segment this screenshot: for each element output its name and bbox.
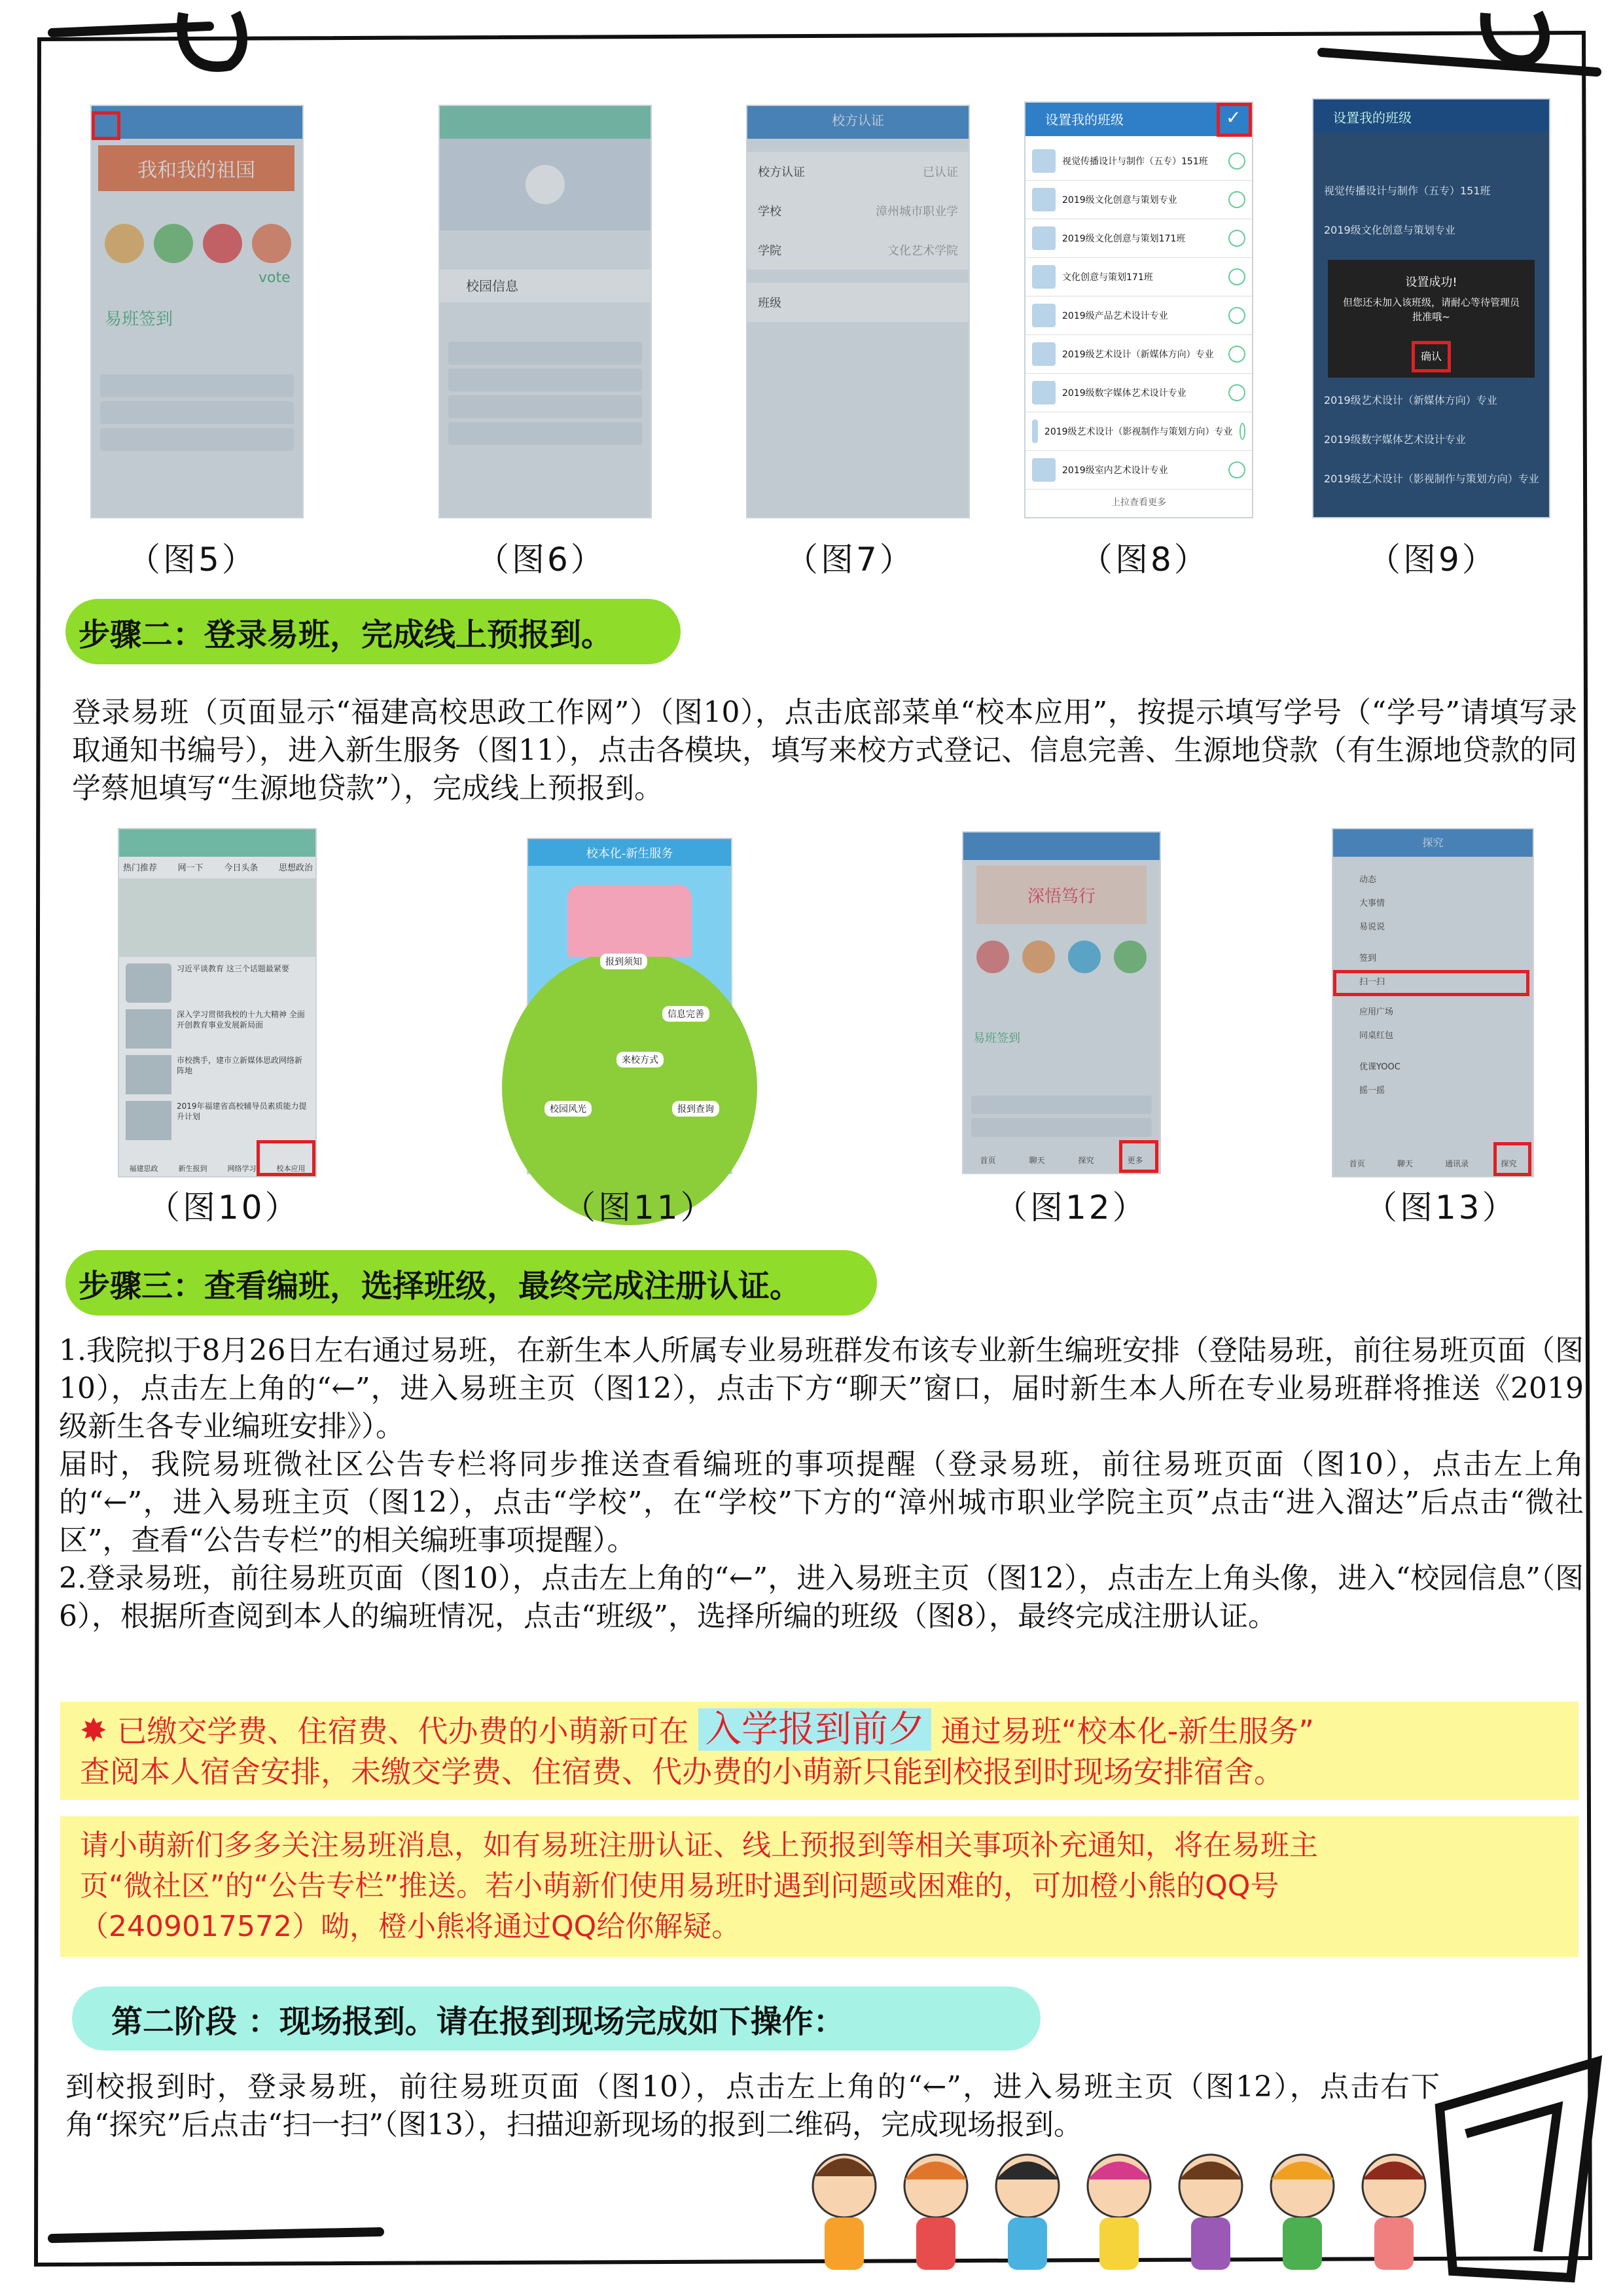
- stage-2-title: 第二阶段 ：现场报到。请在报到现场完成如下操作：: [72, 1986, 1041, 2051]
- load-more[interactable]: 上拉查看更多: [1111, 497, 1166, 508]
- check-icon[interactable]: ✓: [1226, 107, 1241, 128]
- nav-item[interactable]: 首页: [980, 1155, 996, 1165]
- menu-item[interactable]: 易说说: [1359, 922, 1385, 932]
- step-2-title: 步骤二：登录易班，完成线上预报到。: [65, 599, 681, 664]
- news-item[interactable]: 深入学习贯彻我校的十九大精神 全面开创教育事业发展新局面: [126, 1009, 309, 1055]
- star-icon: ✸: [80, 1712, 107, 1749]
- kid-figure: [1271, 2155, 1334, 2270]
- page-title: 探究: [1422, 836, 1444, 849]
- row-class[interactable]: 班级: [747, 283, 969, 322]
- figure-11-screenshot: [527, 838, 732, 1174]
- page-title: 设置我的班级: [1045, 112, 1124, 128]
- kid-figure: [904, 2155, 967, 2270]
- menu-item[interactable]: 大事情: [1359, 899, 1385, 908]
- class-option[interactable]: 2019级室内艺术设计专业: [1026, 451, 1252, 490]
- notice-text: 通过易班“校本化-新生服务”: [940, 1713, 1315, 1749]
- success-dialog: [1328, 260, 1535, 378]
- figure-5-screenshot: [90, 105, 304, 518]
- banner: 我和我的祖国: [98, 145, 294, 191]
- menu-item[interactable]: 应用广场: [1359, 1007, 1394, 1017]
- news-item[interactable]: 市校携手，建市立新媒体思政网络新阵地: [126, 1055, 309, 1101]
- menu-item[interactable]: 动态: [1359, 875, 1377, 885]
- class-option[interactable]: 2019级数字媒体艺术设计专业: [1324, 433, 1466, 446]
- figure-11-caption: （图11）: [563, 1189, 716, 1227]
- nav-item[interactable]: 聊天: [1029, 1155, 1045, 1165]
- tab[interactable]: 热门推荐: [123, 863, 158, 873]
- avatar-highlight: [92, 111, 120, 140]
- kids-illustration: [798, 2140, 1492, 2284]
- notice-text: 已缴交学费、住宿费、代办费的小萌新可在: [116, 1713, 689, 1749]
- news-item[interactable]: 2019年福建省高校辅导员素质能力提升计划: [126, 1101, 309, 1147]
- class-option[interactable]: 视觉传播设计与制作（五专）151班: [1026, 142, 1252, 181]
- nav-item[interactable]: 聊天: [1397, 1158, 1413, 1168]
- kid-figure: [1088, 2155, 1150, 2270]
- menu-item[interactable]: 签到: [1359, 954, 1377, 963]
- page-title: 校方认证: [832, 113, 884, 128]
- figure-13-caption: （图13）: [1364, 1189, 1518, 1227]
- dialog-text: 但您还未加入该班级，请耐心等待管理员批准哦~: [1342, 296, 1520, 323]
- news-item[interactable]: 习近平谈教育 这三个话题最紧要: [126, 963, 309, 1009]
- class-option[interactable]: 2019级艺术设计（影视制作与策划方向）专业: [1026, 412, 1252, 451]
- school-app-highlight: [257, 1140, 315, 1176]
- step-3-paragraph-3: 2.登录易班，前往易班页面（图10），点击左上角的“←”，进入易班主页（图12），点击左上角头像，进入“校园信息”（图6），根据所查阅到本人的编班情况，点击“班级”，选择所编的班级（图8），最终完成注册认证。: [59, 1562, 1584, 1633]
- service-scenery[interactable]: 校园风光: [544, 1101, 592, 1117]
- menu-item-scan[interactable]: 扫一扫: [1359, 977, 1385, 987]
- kid-figure: [813, 2155, 876, 2270]
- menu-item-campus-info[interactable]: 校园信息: [440, 270, 651, 302]
- figure-12-screenshot: [962, 831, 1161, 1174]
- nav-item[interactable]: 探究: [1078, 1155, 1094, 1165]
- nav-item[interactable]: 更多: [1127, 1155, 1143, 1165]
- menu-item[interactable]: 摇一摇: [1359, 1086, 1385, 1096]
- figure-8-caption: （图8）: [1080, 541, 1209, 579]
- figure-7-caption: （图7）: [785, 541, 915, 579]
- class-option[interactable]: 视觉传播设计与制作（五专）151班: [1324, 185, 1491, 197]
- stage-2-body: 到校报到时，登录易班，前往易班页面（图10），点击左上角的“←”，进入易班主页（图12），点击右下角“探究”后点击“扫一扫”（图13），扫描迎新现场的报到二维码，完成现场报到。: [65, 2070, 1440, 2142]
- notice-text: 查阅本人宿舍安排，未缴交学费、住宿费、代办费的小萌新只能到校报到时现场安排宿舍。: [80, 1754, 1284, 1789]
- explore-highlight: [1119, 1140, 1158, 1173]
- row-school[interactable]: 学校 漳州城市职业学: [747, 191, 969, 230]
- figure-9-caption: （图9）: [1368, 541, 1497, 579]
- page-title: 设置我的班级: [1333, 110, 1412, 126]
- figure-6-caption: （图6）: [476, 541, 606, 579]
- nav-item[interactable]: 校本应用: [276, 1164, 306, 1173]
- service-notice[interactable]: 报到须知: [600, 954, 647, 969]
- dialog-title: 设置成功!: [1405, 276, 1457, 289]
- row-cert[interactable]: 校方认证 已认证: [747, 152, 969, 191]
- class-option[interactable]: 2019级文化创意与策划专业: [1324, 224, 1455, 236]
- highlight-text: 入学报到前夕: [698, 1708, 931, 1751]
- kid-figure: [996, 2155, 1059, 2270]
- tab[interactable]: 网一下: [177, 863, 204, 873]
- nav-item[interactable]: 探究: [1501, 1158, 1517, 1168]
- class-option[interactable]: 文化创意与策划171班: [1026, 258, 1252, 296]
- page-title: 校本化-新生服务: [586, 847, 673, 861]
- service-info[interactable]: 信息完善: [662, 1006, 709, 1022]
- banner: 深悟笃行: [976, 865, 1147, 924]
- figure-5-caption: （图5）: [128, 541, 257, 579]
- figure-10-caption: （图10）: [147, 1189, 300, 1227]
- notice-dormitory: [60, 1702, 1578, 1800]
- figure-9-screenshot: [1312, 98, 1550, 518]
- vote-label: vote: [259, 270, 291, 286]
- step-3-title: 步骤三：查看编班，选择班级，最终完成注册认证。: [65, 1250, 877, 1316]
- figure-13-screenshot: [1332, 828, 1534, 1177]
- notice-line: 页“微社区”的“公告专栏”推送。若小萌新们使用易班时遇到问题或困难的，可加橙小熊的QQ号: [80, 1869, 1279, 1903]
- figure-8-screenshot: [1024, 101, 1253, 518]
- tab[interactable]: 思想政治: [278, 863, 313, 873]
- class-option[interactable]: 2019级文化创意与策划171班: [1026, 219, 1252, 258]
- nav-item[interactable]: 新生报到: [178, 1164, 207, 1173]
- row-college[interactable]: 学院 文化艺术学院: [747, 230, 969, 270]
- class-option[interactable]: 2019级产品艺术设计专业: [1026, 296, 1252, 335]
- kid-figure: [1179, 2155, 1242, 2270]
- service-query[interactable]: 报到查询: [672, 1101, 719, 1117]
- notice-follow-yiban: [60, 1816, 1578, 1957]
- nav-item[interactable]: 福建思政: [129, 1164, 158, 1173]
- class-option[interactable]: 2019级艺术设计（新媒体方向）专业: [1324, 394, 1497, 406]
- service-transport[interactable]: 来校方式: [616, 1052, 664, 1067]
- notice-line: 请小萌新们多多关注易班消息，如有易班注册认证、线上预报到等相关事项补充通知，将在易班主: [80, 1829, 1318, 1862]
- figure-12-caption: （图12）: [995, 1189, 1148, 1227]
- logo-text: 易班签到: [973, 1031, 1020, 1045]
- step-3-paragraph-1: 1.我院拟于8月26日左右通过易班，在新生本人所属专业易班群发布该专业新生编班安排（登陆易班，前往易班页面（图10），点击左上角的“←”，进入易班主页（图12），点击下方“聊天”窗口，届时新生本人所在专业易班群将推送《2019级新生各专业编班安排》）。: [59, 1334, 1584, 1443]
- class-option[interactable]: 2019级文化创意与策划专业: [1026, 181, 1252, 219]
- class-option[interactable]: 2019级艺术设计（新媒体方向）专业: [1026, 335, 1252, 374]
- step-2-body: 登录易班（页面显示“福建高校思政工作网”）（图10），点击底部菜单“校本应用”，按提示填写学号（“学号”请填写录取通知书编号），进入新生服务（图11），点击各模块，填写来校方式登记、信息完善、生源地贷款（有生源地贷款的同学蔡旭填写“生源地贷款”），完成线上预报到。: [72, 696, 1577, 805]
- step-3-body: [59, 1332, 1584, 1636]
- nav-item[interactable]: 网络学习: [227, 1164, 257, 1173]
- figure-10-screenshot: [118, 828, 317, 1177]
- explore-highlight: [1493, 1142, 1531, 1176]
- nav-item[interactable]: 通讯录: [1445, 1158, 1469, 1168]
- confirm-button[interactable]: 确认: [1412, 341, 1451, 372]
- scan-highlight: [1333, 970, 1529, 996]
- kid-figure: [1363, 2155, 1425, 2270]
- tab[interactable]: 今日头条: [224, 863, 259, 873]
- figure-6-screenshot: [438, 105, 652, 518]
- menu-item[interactable]: 同桌红包: [1359, 1031, 1394, 1041]
- notice-line: （2409017572）呦，橙小熊将通过QQ给你解疑。: [80, 1910, 741, 1943]
- menu-item[interactable]: 优课YOOC: [1359, 1062, 1400, 1072]
- step-3-paragraph-2: 届时，我院易班微社区公告专栏将同步推送查看编班的事项提醒（登录易班，前往易班页面（图10），点击左上角的“←”，进入易班主页（图12），点击“学校”，在“学校”下方的“漳州城市职业学院主页”点击“进入溜达”后点击“微社区”，查看“公告专栏”的相关编班事项提醒）。: [59, 1448, 1584, 1557]
- nav-item[interactable]: 首页: [1349, 1158, 1365, 1168]
- figure-7-screenshot: [746, 105, 970, 518]
- logo-text: 易班签到: [105, 310, 173, 329]
- class-option[interactable]: 2019级艺术设计（影视制作与策划方向）专业: [1324, 473, 1539, 485]
- class-option[interactable]: 2019级数字媒体艺术设计专业: [1026, 374, 1252, 412]
